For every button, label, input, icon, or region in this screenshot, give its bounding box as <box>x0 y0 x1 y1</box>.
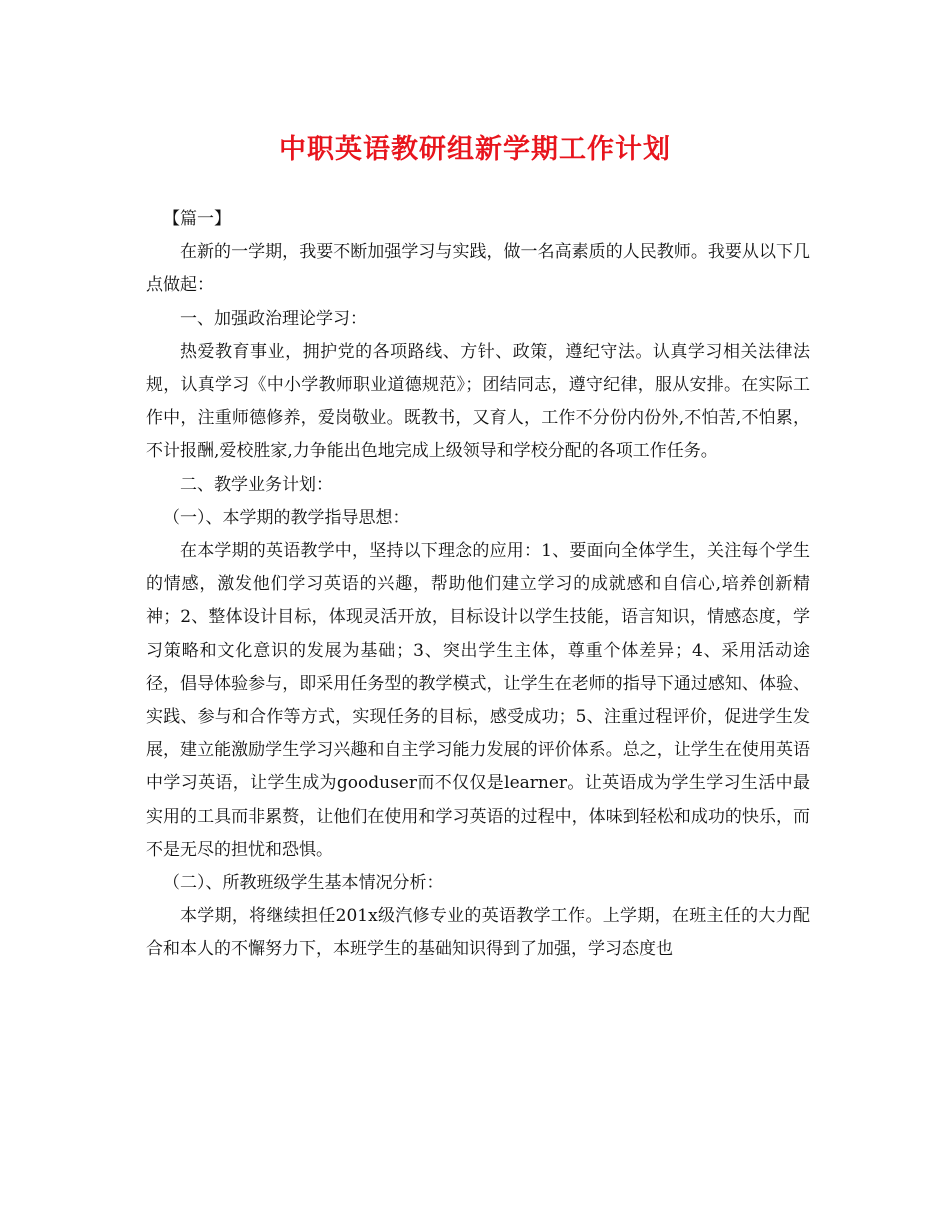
document-title: 中职英语教研组新学期工作计划 <box>279 134 671 165</box>
heading-teaching-plan: 二、教学业务计划： <box>180 474 333 495</box>
document-body <box>146 203 810 967</box>
class-analysis-paragraph: 本学期，将继续担任201x级汽修专业的英语教学工作。上学期，在班主任的大力配合和本人的不懈努力下，本班学生的基础知识得到了加强，学习态度也 <box>146 906 810 960</box>
intro-paragraph: 在新的一学期，我要不断加强学习与实践，做一名高素质的人民教师。我要从以下几点做起： <box>146 242 810 296</box>
heading-political-study: 一、加强政治理论学习： <box>180 308 367 329</box>
political-study-paragraph: 热爱教育事业，拥护党的各项路线、方针、政策，遵纪守法。认真学习相关法律法规，认真学习《中小学教师职业道德规范》；团结同志，遵守纪律，服从安排。在实际工作中，注重师德修养，爱岗敬业。既教书，又育人，工作不分份内份外,不怕苦,不怕累，不计报酬,爱校胜家,力争能出色地完成上级领导和学校分配的各项工作任务。 <box>146 341 810 462</box>
subheading-teaching-guidance: （一）、本学期的教学指导思想： <box>163 507 410 528</box>
subheading-class-analysis: （二）、所教班级学生基本情况分析： <box>163 873 444 894</box>
teaching-guidance-paragraph: 在本学期的英语教学中，坚持以下理念的应用：1、要面向全体学生，关注每个学生的情感，激发他们学习英语的兴趣，帮助他们建立学习的成就感和自信心,培养创新精神；2、整体设计目标，体现灵活开放，目标设计以学生技能，语言知识，情感态度，学习策略和文化意识的发展为基础；3、突出学生主体，尊重个体差异；4、采用活动途径，倡导体验参与，即采用任务型的教学模式，让学生在老师的指导下通过感知、体验、实践、参与和合作等方式，实现任务的目标，感受成功；5、注重过程评价，促进学生发展，建立能激励学生学习兴趣和自主学习能力发展的评价体系。总之，让学生在使用英语中学习英语，让学生成为gooduser而不仅仅是learner。让英语成为学生学习生活中最实用的工具而非累赘，让他们在使用和学习英语的过程中，体味到轻松和成功的快乐，而不是无尽的担忧和恐惧。 <box>146 541 810 860</box>
section-heading-part-one: 【篇一】 <box>163 209 231 229</box>
